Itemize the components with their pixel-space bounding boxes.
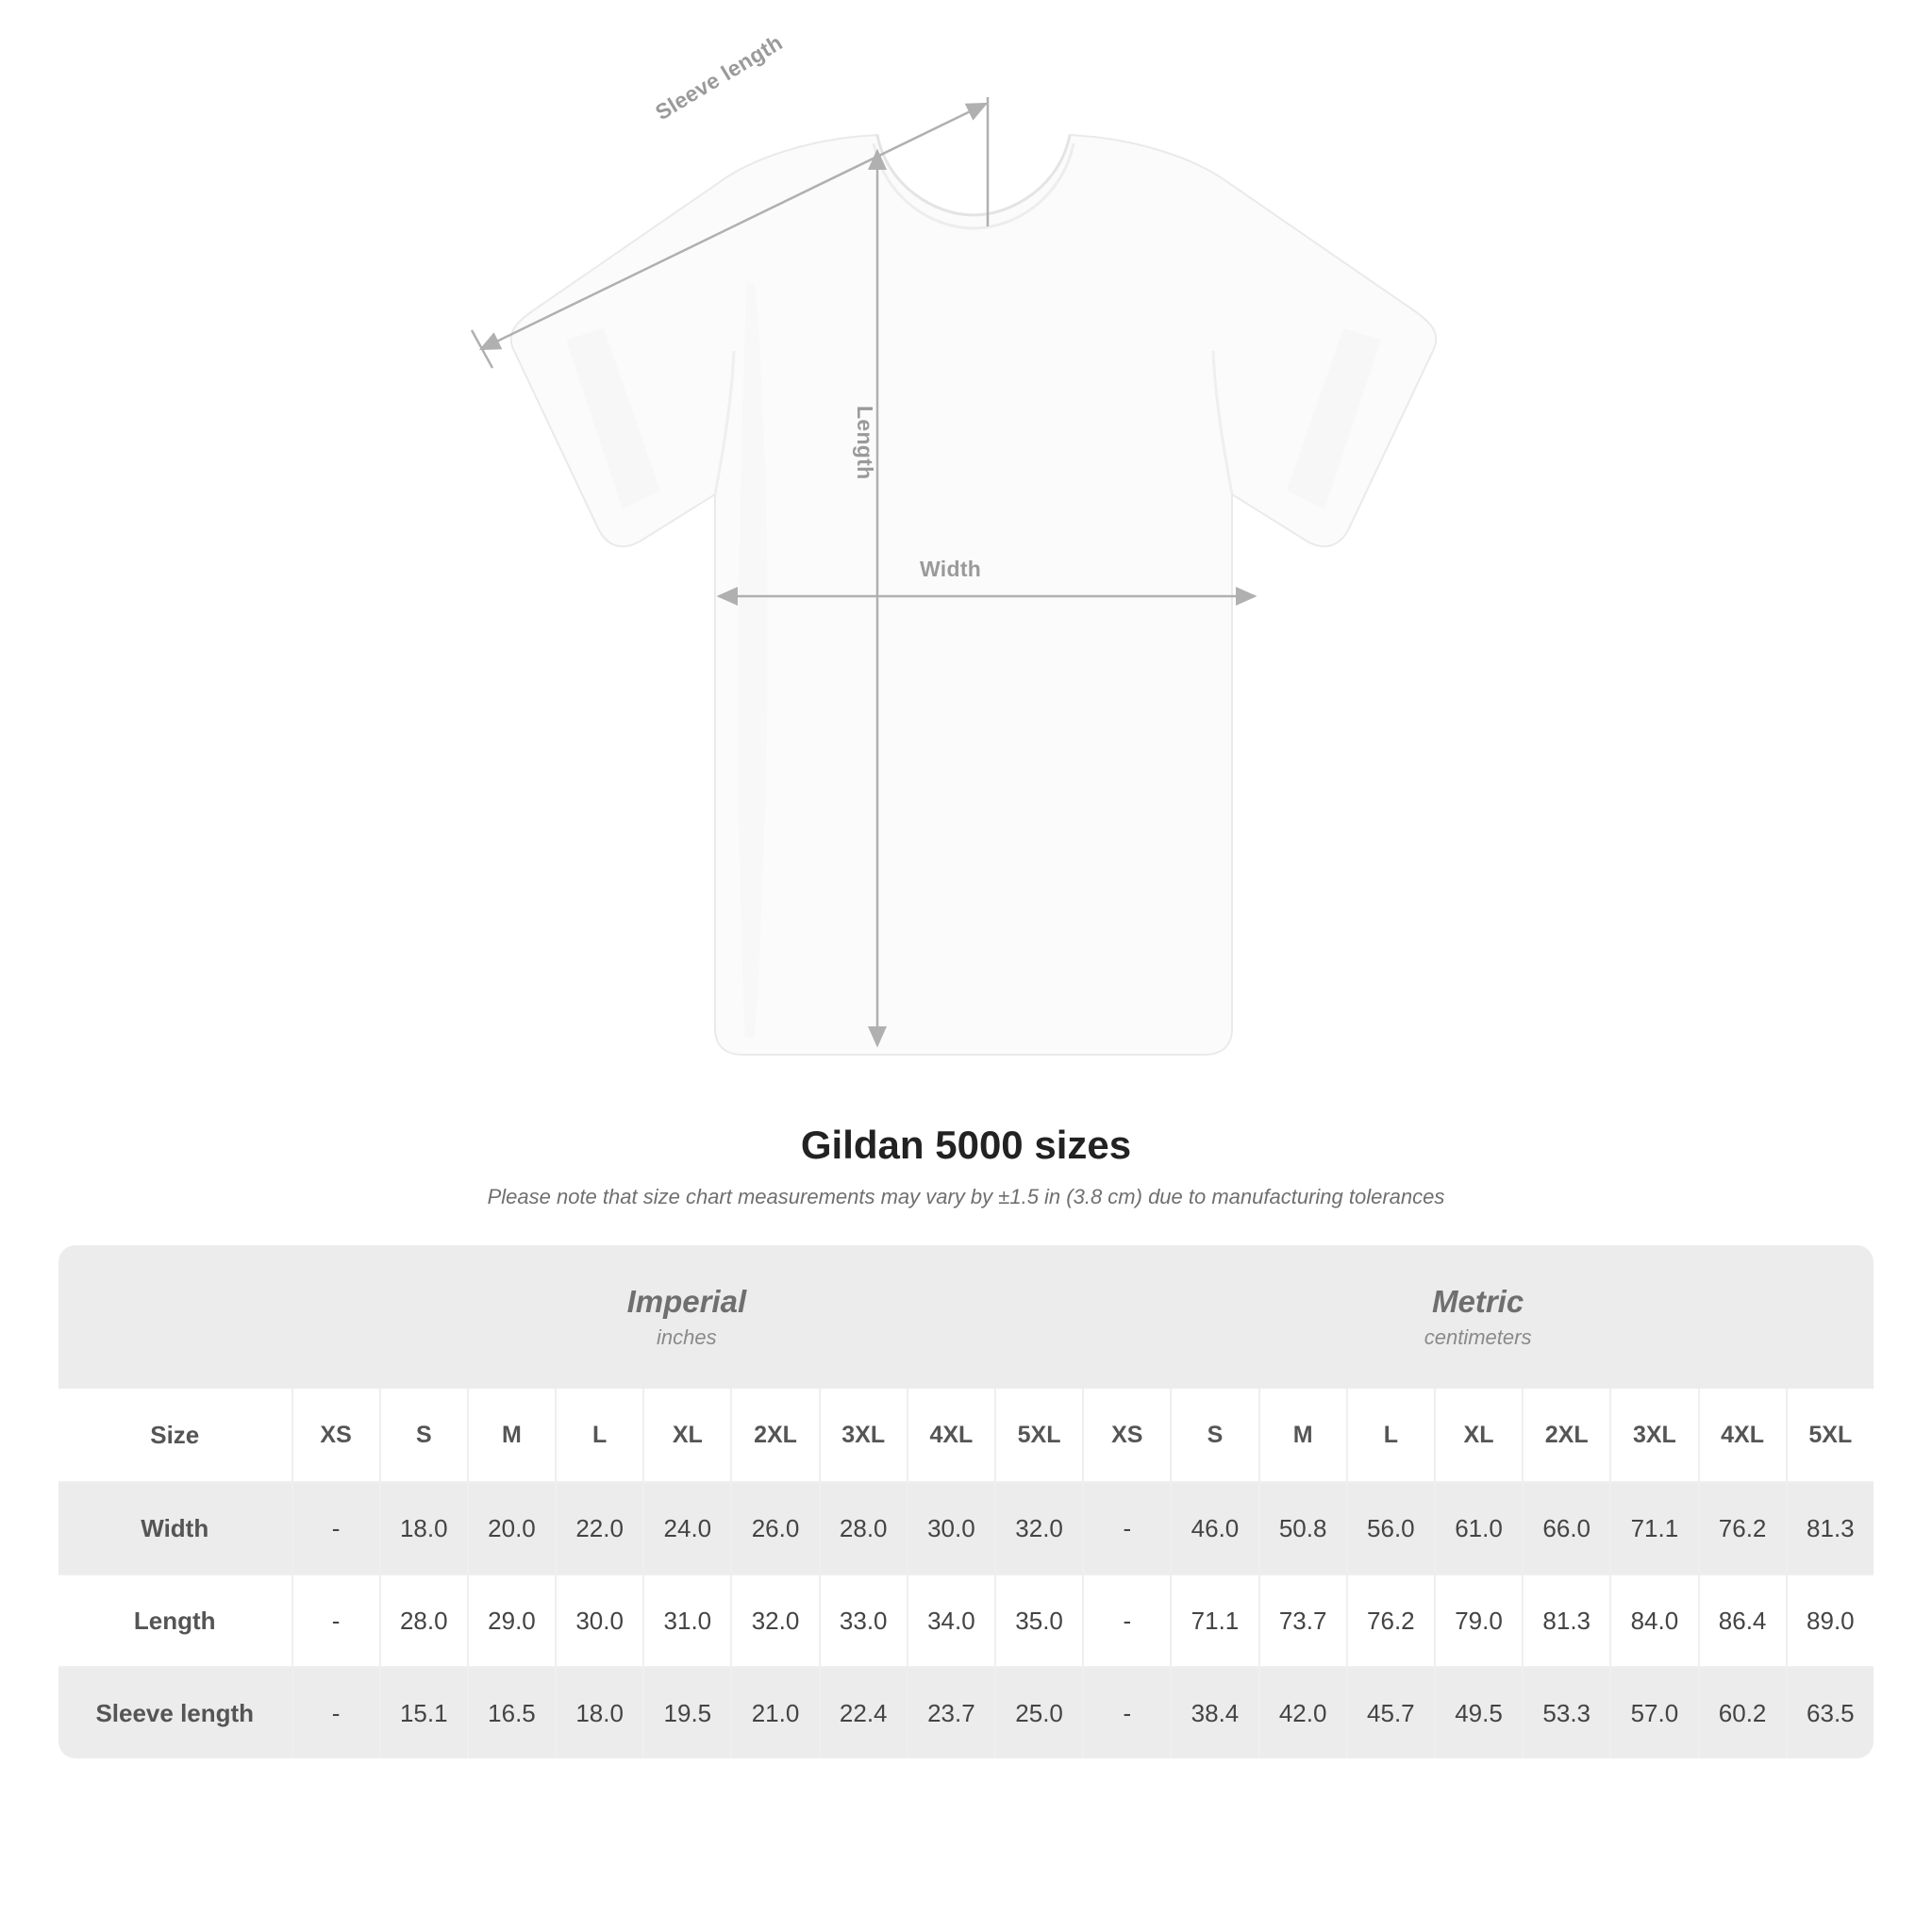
cell-length-imperial-m: 29.0 [467, 1574, 555, 1666]
cell-length-metric-2xl: 81.3 [1522, 1574, 1609, 1666]
size-header-cell: Size [58, 1389, 291, 1481]
col-head-metric-4xl: 4XL [1698, 1389, 1786, 1481]
cell-sleeve-metric-2xl: 53.3 [1522, 1666, 1609, 1758]
cell-sleeve-imperial-m: 16.5 [467, 1666, 555, 1758]
table-row [58, 1574, 1874, 1666]
cell-width-imperial-5xl: 32.0 [994, 1481, 1082, 1574]
tshirt-shape [511, 135, 1437, 1055]
col-head-imperial-s: S [379, 1389, 467, 1481]
cell-length-imperial-xl: 31.0 [642, 1574, 730, 1666]
cell-length-imperial-s: 28.0 [379, 1574, 467, 1666]
cell-width-metric-xs: - [1082, 1481, 1170, 1574]
cell-length-metric-m: 73.7 [1258, 1574, 1346, 1666]
cell-length-metric-4xl: 86.4 [1698, 1574, 1786, 1666]
col-head-metric-5xl: 5XL [1786, 1389, 1874, 1481]
cell-length-imperial-3xl: 33.0 [819, 1574, 907, 1666]
length-label: Length [853, 406, 877, 480]
cell-length-imperial-2xl: 32.0 [730, 1574, 818, 1666]
cell-width-metric-m: 50.8 [1258, 1481, 1346, 1574]
cell-width-imperial-m: 20.0 [467, 1481, 555, 1574]
cell-sleeve-imperial-xs: - [291, 1666, 379, 1758]
cell-sleeve-metric-s: 38.4 [1170, 1666, 1257, 1758]
unit-imperial-sub: inches [657, 1324, 717, 1349]
col-head-metric-s: S [1170, 1389, 1257, 1481]
cell-sleeve-imperial-s: 15.1 [379, 1666, 467, 1758]
cell-sleeve-metric-m: 42.0 [1258, 1666, 1346, 1758]
cell-sleeve-metric-l: 45.7 [1346, 1666, 1434, 1758]
unit-metric-name: Metric [1431, 1284, 1524, 1320]
cell-length-metric-s: 71.1 [1170, 1574, 1257, 1666]
cell-sleeve-imperial-5xl: 25.0 [994, 1666, 1082, 1758]
cell-sleeve-imperial-xl: 19.5 [642, 1666, 730, 1758]
tolerance-note: Please note that size chart measurements may vary by ±1.5 in (3.8 cm) due to manufacturing tolerances [487, 1185, 1445, 1208]
col-head-imperial-xl: XL [642, 1389, 730, 1481]
cell-sleeve-metric-3xl: 57.0 [1609, 1666, 1697, 1758]
sleeve-length-label: Sleeve length [651, 29, 787, 125]
cell-length-metric-3xl: 84.0 [1609, 1574, 1697, 1666]
cell-length-imperial-5xl: 35.0 [994, 1574, 1082, 1666]
cell-width-metric-xl: 61.0 [1434, 1481, 1522, 1574]
cell-length-metric-5xl: 89.0 [1786, 1574, 1874, 1666]
cell-sleeve-imperial-2xl: 21.0 [730, 1666, 818, 1758]
cell-length-metric-l: 76.2 [1346, 1574, 1434, 1666]
col-head-imperial-5xl: 5XL [994, 1389, 1082, 1481]
size-header-row [58, 1389, 1874, 1481]
cell-length-imperial-xs: - [291, 1574, 379, 1666]
unit-imperial-name: Imperial [626, 1284, 747, 1320]
col-head-imperial-xs: XS [291, 1389, 379, 1481]
col-head-imperial-4xl: 4XL [907, 1389, 994, 1481]
cell-sleeve-metric-xs: - [1082, 1666, 1170, 1758]
cell-width-imperial-2xl: 26.0 [730, 1481, 818, 1574]
cell-width-metric-3xl: 71.1 [1609, 1481, 1697, 1574]
table-row [58, 1666, 1874, 1758]
row-label-width: Width [58, 1481, 291, 1574]
cell-width-imperial-xl: 24.0 [642, 1481, 730, 1574]
width-label: Width [920, 557, 982, 581]
col-head-imperial-m: M [467, 1389, 555, 1481]
cell-length-imperial-l: 30.0 [555, 1574, 642, 1666]
cell-width-metric-4xl: 76.2 [1698, 1481, 1786, 1574]
size-table [58, 1245, 1874, 1758]
col-head-metric-3xl: 3XL [1609, 1389, 1697, 1481]
cell-width-imperial-3xl: 28.0 [819, 1481, 907, 1574]
cell-length-metric-xs: - [1082, 1574, 1170, 1666]
cell-width-metric-s: 46.0 [1170, 1481, 1257, 1574]
unit-header-row [58, 1245, 1874, 1389]
title-block [0, 1123, 1932, 1209]
col-head-imperial-3xl: 3XL [819, 1389, 907, 1481]
unit-corner-cell [58, 1245, 291, 1389]
col-head-imperial-2xl: 2XL [730, 1389, 818, 1481]
page-title: Gildan 5000 sizes [800, 1123, 1132, 1167]
cell-width-imperial-4xl: 30.0 [907, 1481, 994, 1574]
col-head-metric-m: M [1258, 1389, 1346, 1481]
unit-imperial [291, 1245, 1083, 1389]
cell-width-metric-l: 56.0 [1346, 1481, 1434, 1574]
table-row [58, 1481, 1874, 1574]
cell-length-metric-xl: 79.0 [1434, 1574, 1522, 1666]
cell-width-imperial-s: 18.0 [379, 1481, 467, 1574]
cell-sleeve-metric-xl: 49.5 [1434, 1666, 1522, 1758]
col-head-metric-2xl: 2XL [1522, 1389, 1609, 1481]
col-head-imperial-l: L [555, 1389, 642, 1481]
row-label-length: Length [58, 1574, 291, 1666]
col-head-metric-xl: XL [1434, 1389, 1522, 1481]
row-label-sleeve-length: Sleeve length [58, 1666, 291, 1758]
cell-width-imperial-l: 22.0 [555, 1481, 642, 1574]
size-table-wrap [58, 1245, 1874, 1758]
cell-sleeve-metric-4xl: 60.2 [1698, 1666, 1786, 1758]
col-head-metric-xs: XS [1082, 1389, 1170, 1481]
cell-width-imperial-xs: - [291, 1481, 379, 1574]
cell-sleeve-imperial-3xl: 22.4 [819, 1666, 907, 1758]
unit-metric-sub: centimeters [1424, 1324, 1532, 1349]
cell-sleeve-imperial-l: 18.0 [555, 1666, 642, 1758]
cell-length-imperial-4xl: 34.0 [907, 1574, 994, 1666]
col-head-metric-l: L [1346, 1389, 1434, 1481]
cell-width-metric-5xl: 81.3 [1786, 1481, 1874, 1574]
cell-sleeve-metric-5xl: 63.5 [1786, 1666, 1874, 1758]
unit-metric [1082, 1245, 1874, 1389]
cell-width-metric-2xl: 66.0 [1522, 1481, 1609, 1574]
cell-sleeve-imperial-4xl: 23.7 [907, 1666, 994, 1758]
